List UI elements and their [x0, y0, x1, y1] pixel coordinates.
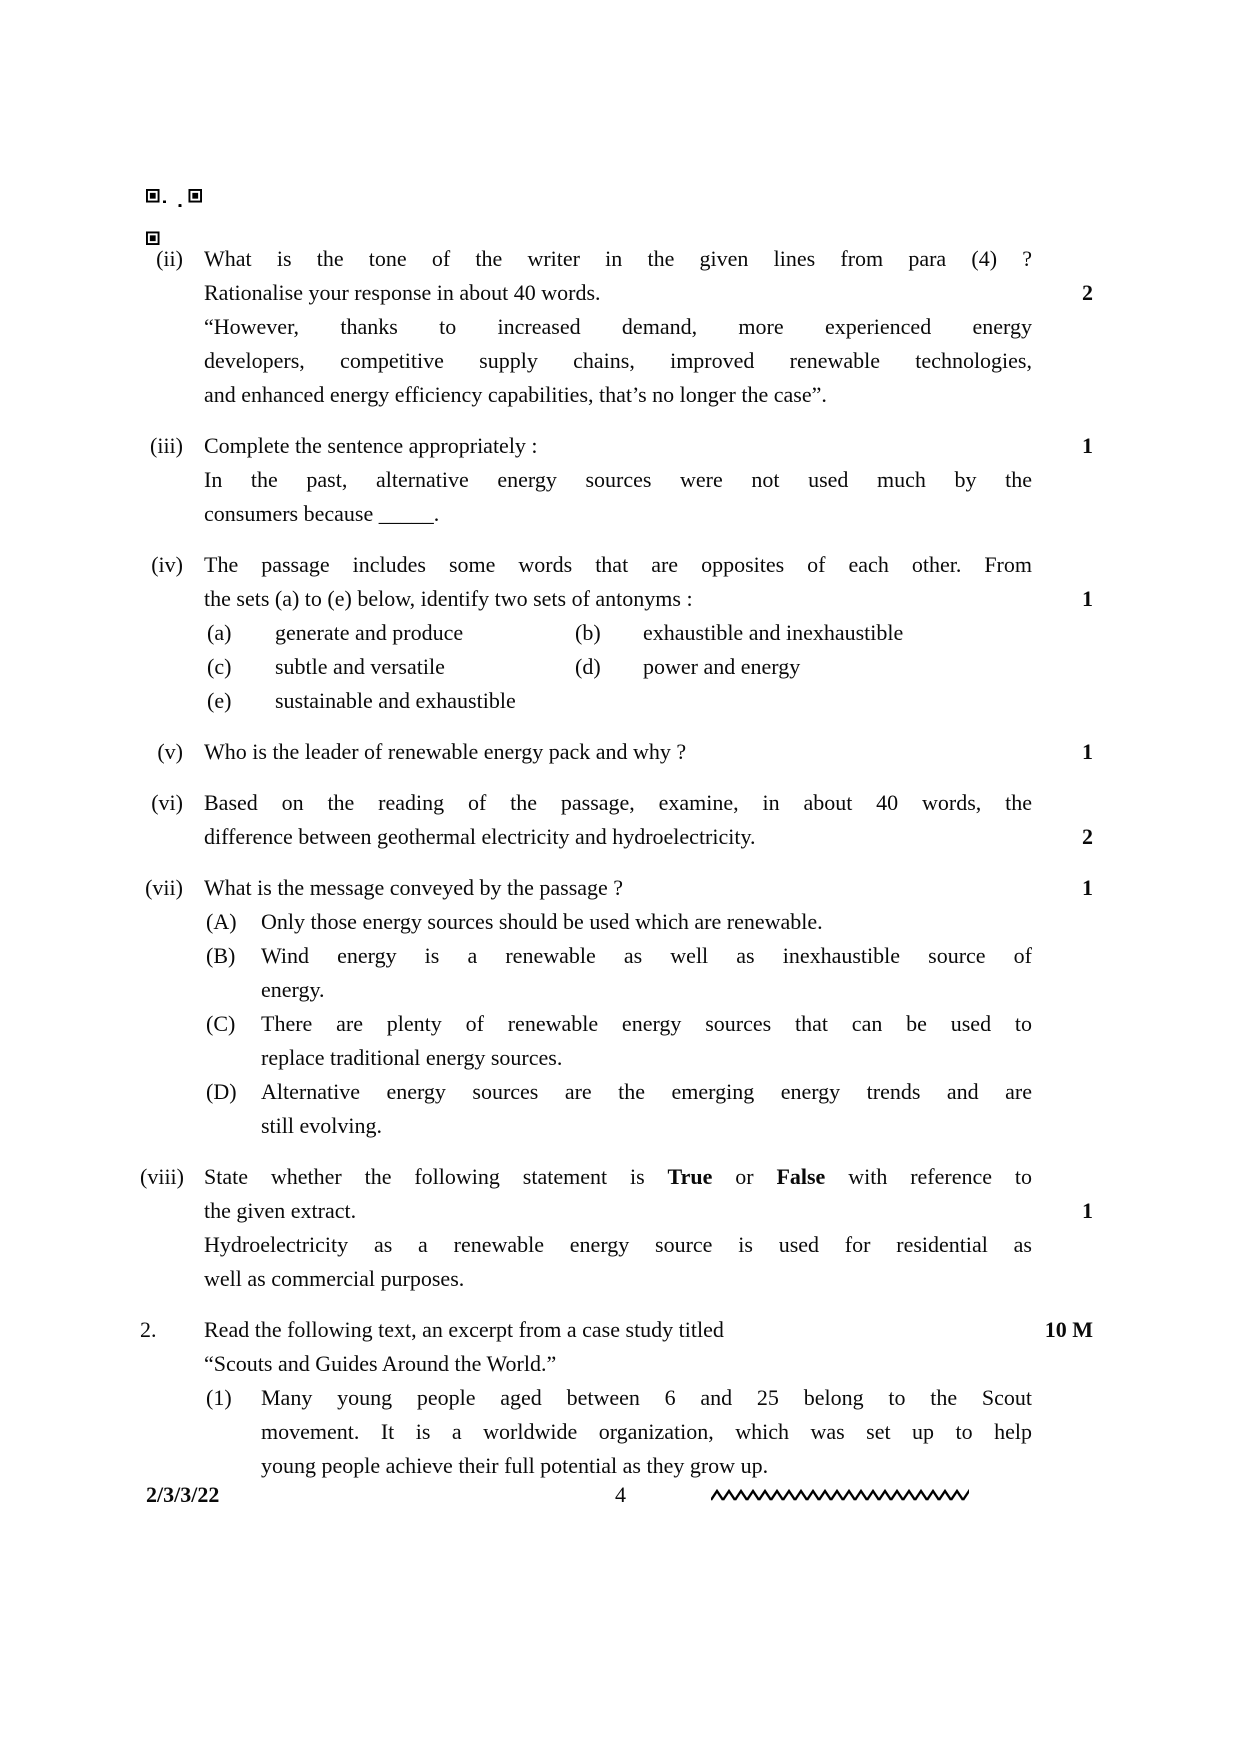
text-run: What is the message conveyed by the passage ? [204, 875, 624, 900]
bold-keyword: True [667, 1164, 713, 1189]
text-run: developers, competitive supply chains, improved renewable technologies, [204, 348, 1032, 373]
text-run: Complete the sentence appropriately : [204, 433, 538, 458]
sub-option-label: (A) [206, 909, 237, 934]
text-line [261, 1075, 1032, 1109]
text-run: Many young people aged between 6 and 25 belong to the Scout [261, 1385, 1032, 1410]
question-body [204, 1313, 1032, 1483]
text-run: “However, thanks to increased demand, more experienced energy [204, 314, 1032, 339]
question-row [140, 735, 1093, 769]
sub-option-text [261, 939, 1032, 1007]
question-row [140, 548, 1093, 718]
option-text: generate and produce [275, 620, 464, 645]
question-number: (viii) [140, 1164, 184, 1189]
text-run: or [712, 1164, 777, 1189]
question-body [204, 429, 1032, 531]
text-run: What is the tone of the writer in the given lines from para (4) ? [204, 246, 1032, 271]
sub-option-label: (C) [206, 1011, 236, 1036]
text-line [204, 497, 1032, 531]
question-number: (v) [157, 739, 183, 764]
sub-option [204, 1007, 1032, 1075]
text-run: Hydroelectricity as a renewable energy source is used for residential as [204, 1232, 1032, 1257]
marks-column [1032, 786, 1093, 854]
text-line [204, 1347, 1032, 1381]
text-run: consumers because _____. [204, 501, 440, 526]
bold-keyword: False [776, 1164, 826, 1189]
text-line [261, 1415, 1032, 1449]
text-run: Based on the reading of the passage, examine, in about 40 words, the [204, 790, 1032, 815]
marks-value: 2 [1082, 824, 1093, 849]
text-run: Who is the leader of renewable energy pack and why ? [204, 739, 687, 764]
question-body [204, 242, 1032, 412]
text-line [204, 786, 1032, 820]
text-run: In the past, alternative energy sources were not used much by the [204, 467, 1032, 492]
question-row [140, 1160, 1093, 1296]
sub-option-text [261, 1075, 1032, 1143]
question-row [140, 871, 1093, 1143]
marks-column [1032, 429, 1093, 531]
text-line [204, 871, 1032, 905]
text-line [204, 820, 1032, 854]
text-line [204, 1194, 1032, 1228]
question-body [204, 548, 1032, 718]
text-run: energy. [261, 977, 325, 1002]
text-run: The passage includes some words that are opposites of each other. From [204, 552, 1032, 577]
option-pair-row [204, 650, 1032, 684]
question-row [140, 786, 1093, 854]
text-run: Only those energy sources should be used which are renewable. [261, 909, 823, 934]
question-body [204, 871, 1032, 1143]
text-run: movement. It is a worldwide organization, which was set up to help [261, 1419, 1032, 1444]
sub-option-label: (1) [206, 1385, 232, 1410]
option-label: (e) [207, 688, 232, 713]
text-line [261, 1381, 1032, 1415]
question-number: (vii) [145, 875, 183, 900]
text-line [204, 344, 1032, 378]
option-pair-row [204, 684, 1032, 718]
page-number: 4 [615, 1482, 626, 1507]
sub-option-text [261, 1381, 1032, 1483]
marks-column [1032, 1313, 1093, 1483]
text-line [261, 939, 1032, 973]
marks-value: 1 [1082, 586, 1093, 611]
page-footer [0, 1478, 1241, 1512]
question-body [204, 735, 1032, 769]
option-text: subtle and versatile [275, 654, 445, 679]
marks-column [1032, 1160, 1093, 1296]
question-row [140, 429, 1093, 531]
marks-value: 10 M [1044, 1317, 1093, 1342]
option-text: exhaustible and inexhaustible [643, 620, 904, 645]
sub-option-text [261, 1007, 1032, 1075]
text-run: Alternative energy sources are the emerging energy trends and are [261, 1079, 1032, 1104]
sub-option-label: (D) [206, 1079, 237, 1104]
marks-value: 2 [1082, 280, 1093, 305]
question-number: (iv) [151, 552, 183, 577]
question-number: (ii) [156, 246, 183, 271]
text-line [204, 735, 1032, 769]
question-number: 2. [140, 1317, 157, 1342]
text-run: Read the following text, an excerpt from a case study titled [204, 1317, 724, 1342]
text-run: well as commercial purposes. [204, 1266, 465, 1291]
sub-option [204, 1381, 1032, 1483]
option-text: sustainable and exhaustible [275, 688, 516, 713]
marks-column [1032, 548, 1093, 718]
option-pair-row [204, 616, 1032, 650]
text-run: difference between geothermal electricity and hydroelectricity. [204, 824, 756, 849]
text-run: still evolving. [261, 1113, 382, 1138]
marks-column [1032, 242, 1093, 412]
text-run: There are plenty of renewable energy sources that can be used to [261, 1011, 1032, 1036]
text-line [204, 378, 1032, 412]
paper-code: 2/3/3/22 [146, 1482, 220, 1507]
text-line [261, 1109, 1032, 1143]
marks-value: 1 [1082, 875, 1093, 900]
text-run: and enhanced energy efficiency capabilities, that’s no longer the case”. [204, 382, 827, 407]
question-list [140, 242, 1093, 1483]
sub-option-label: (B) [206, 943, 236, 968]
question-body [204, 786, 1032, 854]
option-text: power and energy [643, 654, 801, 679]
question-number: (iii) [150, 433, 183, 458]
sub-option [204, 905, 1032, 939]
option-label: (c) [207, 654, 232, 679]
sub-option [204, 939, 1032, 1007]
text-line [261, 1007, 1032, 1041]
text-line [204, 463, 1032, 497]
qr-code [146, 189, 202, 245]
text-line [204, 1160, 1032, 1194]
text-run: State whether the following statement is [204, 1164, 668, 1189]
text-run: young people achieve their full potential as they grow up. [261, 1453, 769, 1478]
text-run: Wind energy is a renewable as well as inexhaustible source of [261, 943, 1032, 968]
text-run: Rationalise your response in about 40 words. [204, 280, 601, 305]
sub-option [204, 1075, 1032, 1143]
marks-column [1032, 871, 1093, 1143]
option-label [575, 684, 643, 718]
question-number: (vi) [151, 790, 183, 815]
text-line [261, 1041, 1032, 1075]
marks-value: 1 [1082, 433, 1093, 458]
marks-value: 1 [1082, 1198, 1093, 1223]
text-line [261, 973, 1032, 1007]
text-run: the sets (a) to (e) below, identify two sets of antonyms : [204, 586, 693, 611]
option-label: (d) [575, 654, 601, 679]
question-row [140, 1313, 1093, 1483]
option-text [643, 684, 1032, 718]
text-line [204, 310, 1032, 344]
text-run: replace traditional energy sources. [261, 1045, 563, 1070]
text-line [204, 1313, 1032, 1347]
option-label: (b) [575, 620, 601, 645]
text-line [204, 429, 1032, 463]
text-run: the given extract. [204, 1198, 357, 1223]
zigzag-line-icon [711, 1488, 969, 1504]
text-line [204, 1228, 1032, 1262]
marks-column [1032, 735, 1093, 769]
text-line [204, 582, 1032, 616]
question-row [140, 242, 1093, 412]
text-line [204, 242, 1032, 276]
text-run: with reference to [825, 1164, 1032, 1189]
text-line [204, 276, 1032, 310]
text-run: “Scouts and Guides Around the World.” [204, 1351, 557, 1376]
marks-value: 1 [1082, 739, 1093, 764]
option-label: (a) [207, 620, 232, 645]
question-body [204, 1160, 1032, 1296]
text-line [204, 1262, 1032, 1296]
text-line [261, 905, 1032, 939]
text-line [204, 548, 1032, 582]
sub-option-text [261, 905, 1032, 939]
